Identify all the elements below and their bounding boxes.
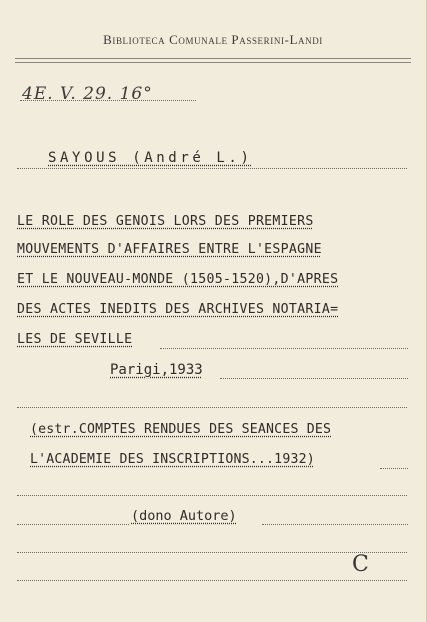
gift-dotted-line [262, 524, 408, 525]
title-line: ET LE NOUVEAU-MONDE (1505-1520),D'APRES [17, 272, 339, 287]
extract-note-line: (estr.COMPTES RENDUES DES SEANCES DES [30, 422, 332, 437]
extract-note-line: L'ACADEMIE DES INSCRIPTIONS...1932) [30, 452, 315, 467]
publication-info: Parigi,1933 [110, 362, 203, 378]
gift-dotted-line [17, 524, 129, 525]
publication-dotted-line [220, 378, 408, 379]
header-rule-bottom [15, 62, 411, 63]
blank-dotted-line [17, 407, 407, 408]
title-line: MOUVEMENTS D'AFFAIRES ENTRE L'ESPAGNE [17, 242, 322, 257]
title-line: LES DE SEVILLE [17, 332, 133, 347]
title-line: LE ROLE DES GENOIS LORS DES PREMIERS [17, 214, 314, 229]
gift-note: (dono Autore) [131, 508, 237, 524]
blank-dotted-line [17, 495, 407, 496]
pencil-mark: C [352, 552, 369, 577]
author-dotted-line [17, 168, 407, 169]
blank-dotted-line [17, 552, 407, 553]
author-heading: SAYOUS (André L.) [48, 150, 253, 166]
blank-dotted-line [17, 580, 407, 581]
title-line: DES ACTES INEDITS DES ARCHIVES NOTARIA= [17, 302, 339, 317]
shelfmark-dotted-line [20, 100, 196, 101]
header-rule-top [15, 58, 411, 59]
title-dotted-line [160, 348, 408, 349]
blank-dotted-line [380, 468, 408, 469]
library-header: Biblioteca Comunale Passerini-Landi [103, 32, 323, 47]
shelfmark: 4E. V. 29. 16° [22, 84, 153, 104]
